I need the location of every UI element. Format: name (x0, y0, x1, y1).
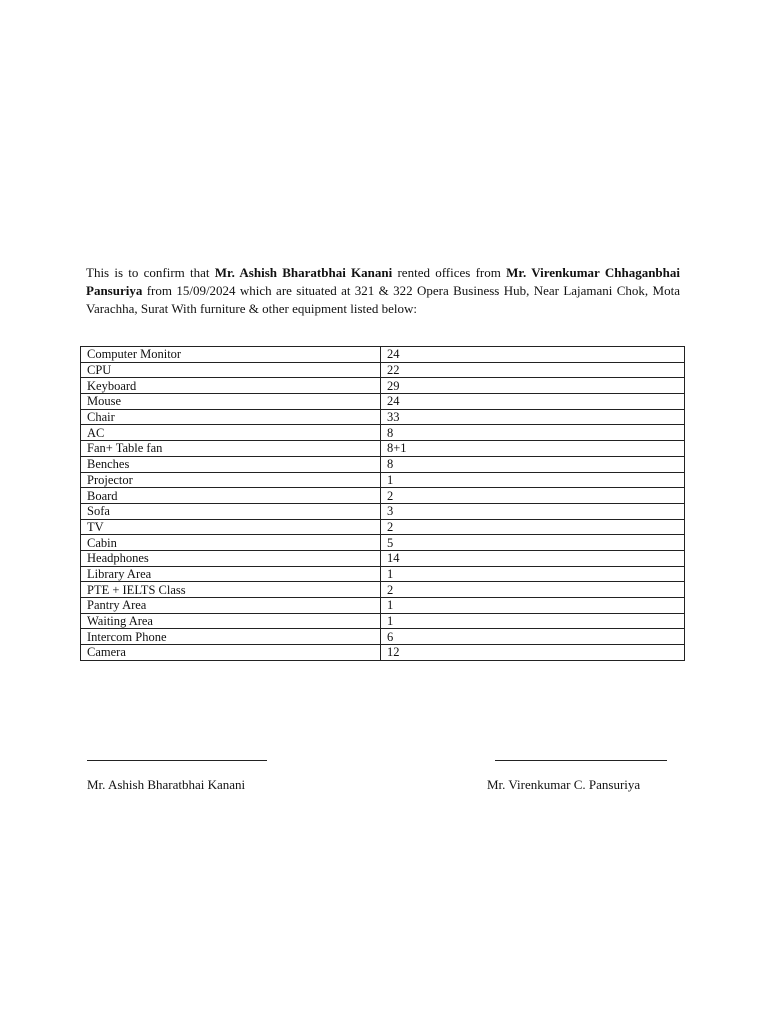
item-name-cell: Library Area (81, 566, 381, 582)
signature-name-left: Mr. Ashish Bharatbhai Kanani (87, 777, 246, 792)
item-quantity-cell: 24 (381, 347, 685, 363)
tenant-name: Mr. Ashish Bharatbhai Kanani (214, 265, 393, 280)
item-quantity-cell: 2 (381, 519, 685, 535)
table-row (81, 425, 685, 441)
item-name-cell: Pantry Area (81, 598, 381, 614)
intro-text-1: This is to confirm that (86, 265, 215, 280)
intro-text-3: from 15/09/2024 which are situated at 321 & 322 Opera Business Hub, Near Lajamani Chok, Mota Varachha, Surat With furniture & other equipment listed below: (86, 283, 680, 316)
item-quantity-cell: 1 (381, 598, 685, 614)
item-name-cell: Projector (81, 472, 381, 488)
item-quantity-cell: 1 (381, 472, 685, 488)
item-quantity-cell: 22 (381, 362, 685, 378)
equipment-table-body (81, 347, 685, 661)
table-row (81, 566, 685, 582)
item-quantity-cell: 8 (381, 425, 685, 441)
item-name-cell: Computer Monitor (81, 347, 381, 363)
item-name-cell: PTE + IELTS Class (81, 582, 381, 598)
item-quantity-cell: 29 (381, 378, 685, 394)
table-row (81, 645, 685, 661)
table-row (81, 598, 685, 614)
item-name-cell: Fan+ Table fan (81, 441, 381, 457)
table-row (81, 409, 685, 425)
table-row (81, 472, 685, 488)
table-row (81, 488, 685, 504)
item-name-cell: Keyboard (81, 378, 381, 394)
table-row (81, 519, 685, 535)
item-quantity-cell: 8+1 (381, 441, 685, 457)
table-row (81, 613, 685, 629)
item-quantity-cell: 3 (381, 503, 685, 519)
signature-line-left (87, 760, 267, 761)
item-quantity-cell: 6 (381, 629, 685, 645)
intro-text-2: rented offices from (392, 265, 507, 280)
table-row (81, 441, 685, 457)
item-quantity-cell: 33 (381, 409, 685, 425)
item-name-cell: Waiting Area (81, 613, 381, 629)
item-quantity-cell: 2 (381, 488, 685, 504)
table-row (81, 378, 685, 394)
item-name-cell: Benches (81, 456, 381, 472)
signature-line-right (495, 760, 667, 761)
item-quantity-cell: 1 (381, 566, 685, 582)
item-name-cell: Sofa (81, 503, 381, 519)
item-quantity-cell: 1 (381, 613, 685, 629)
item-name-cell: Mouse (81, 394, 381, 410)
item-name-cell: Headphones (81, 550, 381, 566)
table-row (81, 550, 685, 566)
table-row (81, 582, 685, 598)
table-row (81, 347, 685, 363)
table-row (81, 362, 685, 378)
item-name-cell: Chair (81, 409, 381, 425)
item-quantity-cell: 2 (381, 582, 685, 598)
item-quantity-cell: 14 (381, 550, 685, 566)
item-quantity-cell: 8 (381, 456, 685, 472)
item-name-cell: Intercom Phone (81, 629, 381, 645)
item-name-cell: Camera (81, 645, 381, 661)
signature-name-right: Mr. Virenkumar C. Pansuriya (487, 777, 641, 792)
item-name-cell: Cabin (81, 535, 381, 551)
intro-paragraph (86, 264, 680, 318)
item-name-cell: AC (81, 425, 381, 441)
item-quantity-cell: 5 (381, 535, 685, 551)
owner-name: Mr. Virenkumar Chhaganbhai Pansuriya (86, 265, 680, 298)
item-name-cell: Board (81, 488, 381, 504)
table-row (81, 629, 685, 645)
item-name-cell: CPU (81, 362, 381, 378)
item-quantity-cell: 24 (381, 394, 685, 410)
table-row (81, 456, 685, 472)
equipment-table (80, 346, 685, 661)
table-row (81, 535, 685, 551)
table-row (81, 503, 685, 519)
item-name-cell: TV (81, 519, 381, 535)
item-quantity-cell: 12 (381, 645, 685, 661)
table-row (81, 394, 685, 410)
